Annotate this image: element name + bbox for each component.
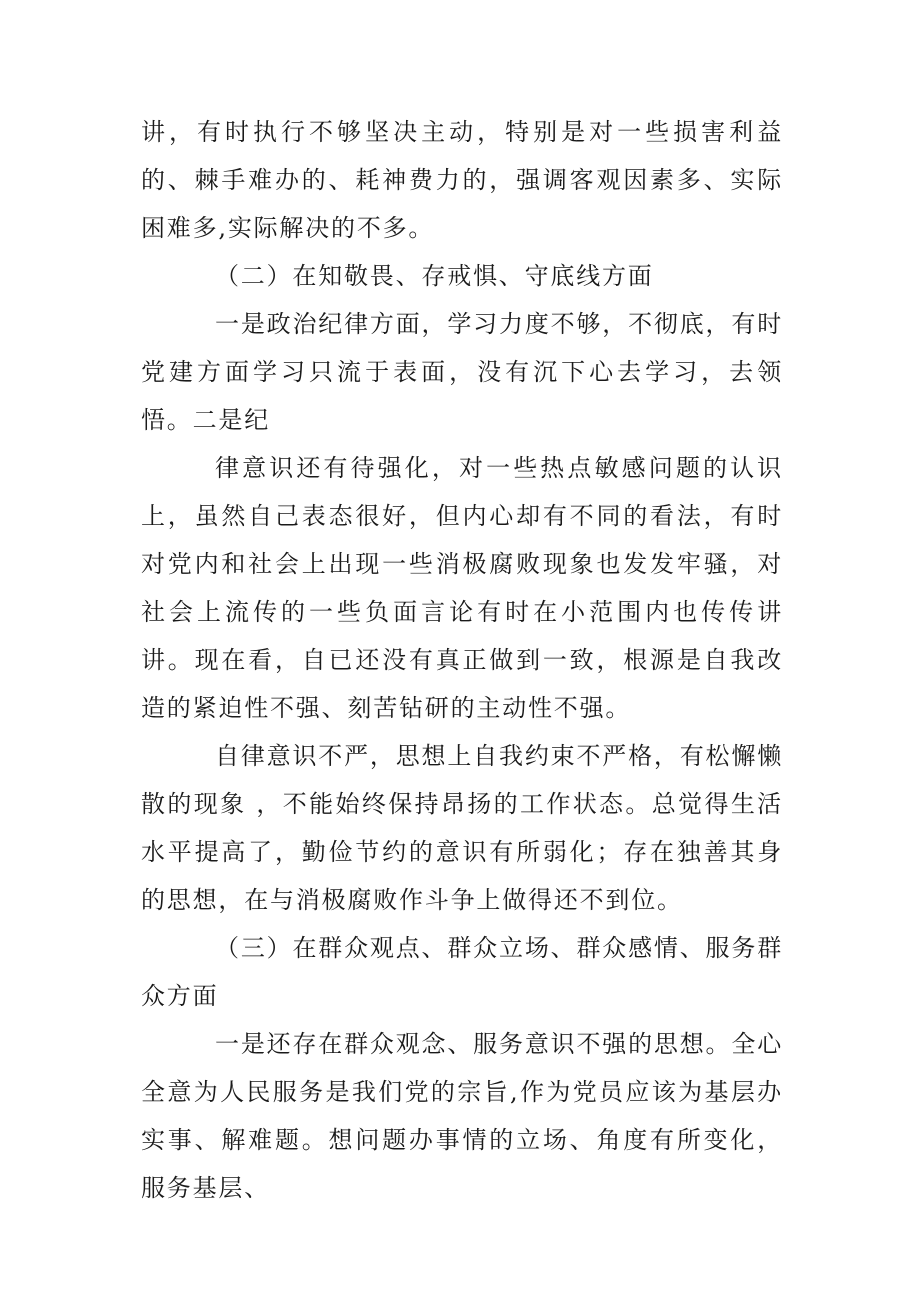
paragraph-self-discipline: 自律意识不严，思想上自我约束不严格，有松懈懒散的现象 ，不能始终保持昂扬的工作状态。总觉得生活水平提高了，勤俭节约的意识有所弱化；存在独善其身的思想，在与消极腐败作斗争上做得还不到位。	[141, 742, 783, 914]
section-heading-3: （三）在群众观点、群众立场、群众感情、服务群众方面	[141, 934, 783, 1010]
paragraph-continuation: 讲，有时执行不够坚决主动，特别是对一些损害利益的、棘手难办的、耗神费力的，强调客观因素多、实际困难多,实际解决的不多。	[141, 118, 783, 242]
paragraph-mass-awareness: 一是还存在群众观念、服务意识不强的思想。全心全意为人民服务是我们党的宗旨,作为党员应该为基层办实事、解难题。想问题办事情的立场、角度有所变化，服务基层、	[141, 1030, 783, 1202]
section-heading-2: （二）在知敬畏、存戒惧、守底线方面	[215, 262, 654, 290]
document-body	[141, 108, 783, 1212]
paragraph-discipline-awareness: 律意识还有待强化，对一些热点敏感问题的认识上，虽然自己表态很好，但内心却有不同的看法，有时对党内和社会上出现一些消极腐败现象也发发牢骚，对社会上流传的一些负面言论有时在小范围内也传传讲讲。现在看，自已还没有真正做到一致，根源是自我改造的紧迫性不强、刻苦钻研的主动性不强。	[141, 454, 783, 722]
paragraph-political-discipline: 一是政治纪律方面，学习力度不够，不彻底，有时党建方面学习只流于表面，没有沉下心去学习，去领悟。二是纪	[141, 310, 783, 434]
